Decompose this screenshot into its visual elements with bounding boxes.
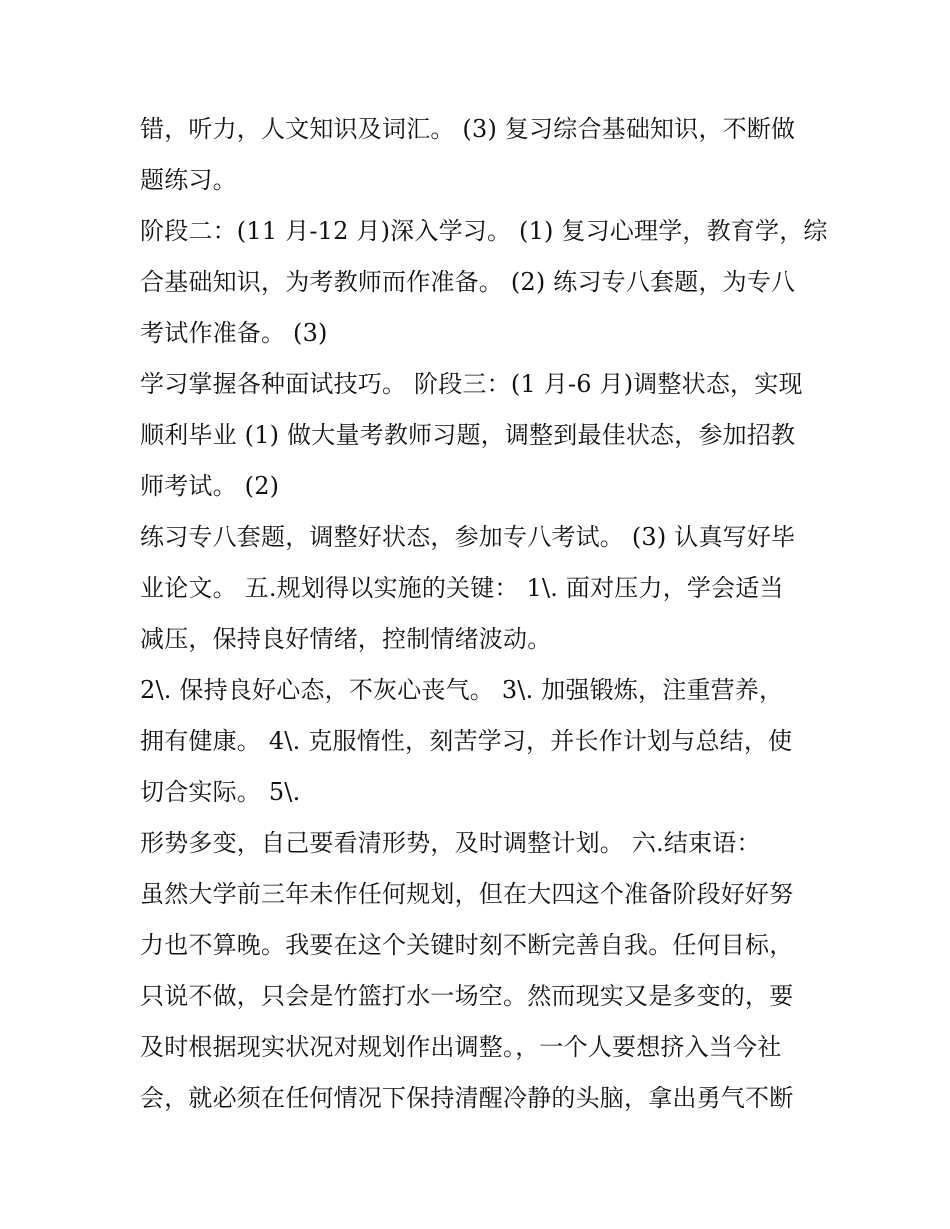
text-line: 业论文。 五.规划得以实施的关键： 1\. 面对压力，学会适当: [140, 574, 784, 602]
text-line: 形势多变，自己要看清形势，及时调整计划。 六.结束语：: [140, 829, 761, 857]
text-line: 减压，保持良好情绪，控制情绪波动。: [140, 625, 552, 653]
text-line: 2\. 保持良好心态，不灰心丧气。 3\. 加强锻炼，注重营养，: [140, 676, 784, 704]
text-line: 练习专八套题，调整好状态，参加专八考试。 (3) 认真写好毕: [140, 523, 796, 551]
text-line: 师考试。 (2): [140, 472, 280, 500]
text-line: 题练习。: [140, 166, 237, 194]
text-line: 及时根据现实状况对规划作出调整。，一个人要想挤入当今社: [140, 1033, 782, 1061]
text-line: 阶段二：(11 月-12 月)深入学习。 (1) 复习心理学，教育学，综: [140, 217, 828, 245]
text-line: 切合实际。 5\.: [140, 778, 301, 806]
text-line: 学习掌握各种面试技巧。 阶段三：(1 月-6 月)调整状态，实现: [140, 370, 803, 398]
text-line: 会，就必须在任何情况下保持清醒冷静的头脑，拿出勇气不断: [140, 1084, 794, 1112]
text-line: 顺利毕业 (1) 做大量考教师习题，调整到最佳状态，参加招教: [140, 421, 796, 449]
text-line: 考试作准备。 (3): [140, 319, 328, 347]
text-line: 力也不算晚。我要在这个关键时刻不断完善自我。任何目标，: [140, 931, 794, 959]
text-line: 合基础知识，为考教师而作准备。 (2) 练习专八套题，为专八: [140, 268, 796, 296]
text-line: 错，听力，人文知识及词汇。 (3) 复习综合基础知识，不断做: [140, 115, 796, 143]
text-line: 只说不做，只会是竹篮打水一场空。然而现实又是多变的，要: [140, 982, 794, 1010]
text-line: 拥有健康。 4\. 克服惰性，刻苦学习，并长作计划与总结，使: [140, 727, 793, 755]
document-body: [140, 104, 828, 1124]
text-line: 虽然大学前三年未作任何规划，但在大四这个准备阶段好好努: [140, 880, 794, 908]
